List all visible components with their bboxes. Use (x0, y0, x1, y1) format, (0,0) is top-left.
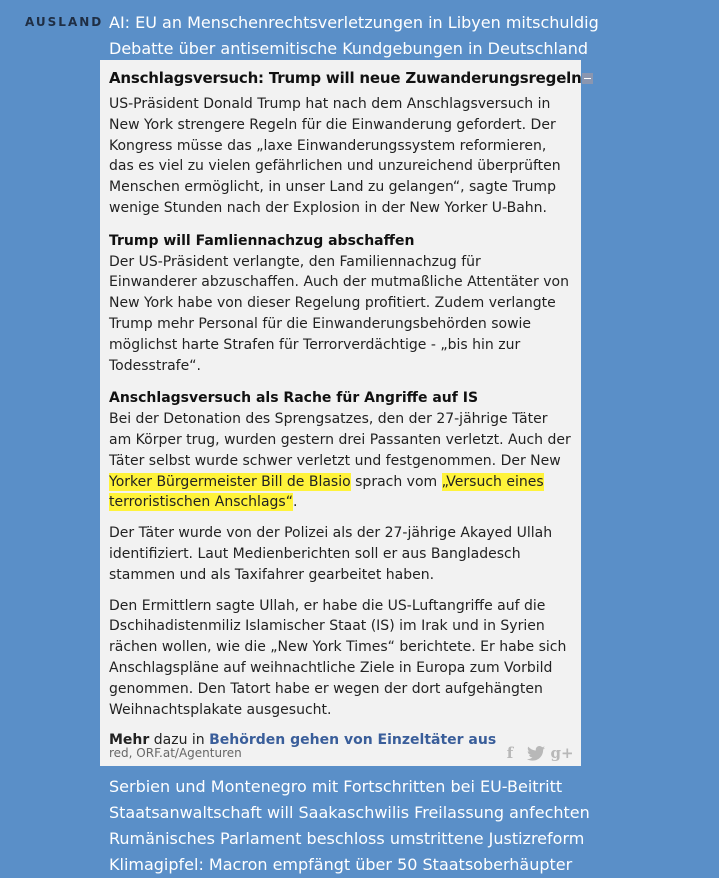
headline-link[interactable]: Rumänisches Parlament beschloss umstrittene Justizreform (109, 829, 585, 848)
headline-link[interactable]: Klimagipfel: Macron empfängt über 50 Staatsoberhäupter (109, 855, 573, 874)
bottom-headline-list (109, 774, 590, 878)
top-headline-list (109, 10, 599, 62)
article-paragraph: Der Täter wurde von der Polizei als der 27-jährige Akayed Ullah identifiziert. Laut Medienberichten soll er aus Bangladesch stammen und als Taxifahrer gearbeitet haben. (109, 525, 553, 583)
paragraph-text: sprach vom (350, 473, 442, 490)
paragraph-text: . (292, 494, 298, 511)
headline-link[interactable]: Serbien und Montenegro mit Fortschritten bei EU-Beitritt (109, 777, 563, 796)
headline-link[interactable]: Debatte über antisemitische Kundgebungen in Deutschland (109, 39, 589, 58)
article-paragraph (109, 409, 572, 513)
article-paragraph: Den Ermittlern sagte Ullah, er habe die US-Luftangriffe auf die Dschihadistenmiliz Islamischer Staat (IS) im Irak und in Syrien rächen wollen, wie die „New York Times“ berichtete. Er habe sich Anschlagspläne auf weihnachtliche Ziele in Europa zum Vorbild genommen. Den Tatort habe er wegen der dort aufgehängten Weihnachtsplakate ausgesucht. (109, 597, 567, 718)
more-label: Mehr (109, 732, 150, 749)
headline-link[interactable]: AI: EU an Menschenrechtsverletzungen in Libyen mitschuldig (109, 13, 599, 32)
facebook-icon[interactable]: f (506, 744, 514, 762)
expanded-article (100, 60, 581, 766)
share-buttons (500, 743, 572, 763)
highlighted-text: Yorker Bürgermeister Bill de Blasio (109, 473, 351, 490)
minus-square-icon[interactable] (582, 73, 593, 84)
google-plus-icon[interactable]: g+ (550, 744, 574, 762)
article-footer (109, 740, 572, 766)
article-header (109, 65, 582, 91)
article-paragraph: US-Präsident Donald Trump hat nach dem Anschlagsversuch in New York strengere Regeln für die Einwanderung gefordert. Der Kongress müsse das „laxe Einwanderungssystem reformieren, das es viel zu vielen gefährlichen und unzureichend überprüften Menschen ermöglicht, in unser Land zu gelangen“, sagte Trump wenige Stunden nach der Explosion in der New Yorker U-Bahn. (109, 96, 561, 216)
highlighted-text: „Versuch eines terroristischen Anschlags“ (109, 473, 544, 511)
article-subheading: Anschlagsversuch als Rache für Angriffe auf IS (109, 390, 479, 407)
twitter-icon[interactable] (526, 743, 546, 763)
article-title[interactable]: Anschlagsversuch: Trump will neue Zuwanderungsregeln (109, 69, 582, 87)
section-label: AUSLAND (25, 15, 104, 29)
paragraph-text: Bei der Detonation des Sprengsatzes, den der 27-jährige Täter am Körper trug, wurden gestern drei Passanten verletzt. Auch der Täter selbst wurde schwer verletzt und festgenommen. Der New (109, 411, 571, 469)
headline-link[interactable]: Staatsanwaltschaft will Saakaschwilis Freilassung anfechten (109, 803, 590, 822)
related-article-link[interactable]: Behörden gehen von Einzeltäter aus (209, 732, 497, 749)
twitter-bird-icon (527, 746, 545, 761)
article-subheading: Trump will Famliennachzug abschaffen (109, 232, 415, 249)
more-middle-text: dazu in (149, 732, 210, 749)
article-paragraph: Der US-Präsident verlangte, den Familiennachzug für Einwanderer abzuschaffen. Auch der mutmaßliche Attentäter von New York habe von dieser Regelung profitiert. Zudem verlangte Trump mehr Personal für die Einwanderungsbehörden sowie möglichst harte Strafen für Terrorverdächtige - „bis hin zur Todesstrafe“. (109, 253, 569, 374)
source-credit: red, ORF.at/Agenturen (109, 746, 242, 760)
